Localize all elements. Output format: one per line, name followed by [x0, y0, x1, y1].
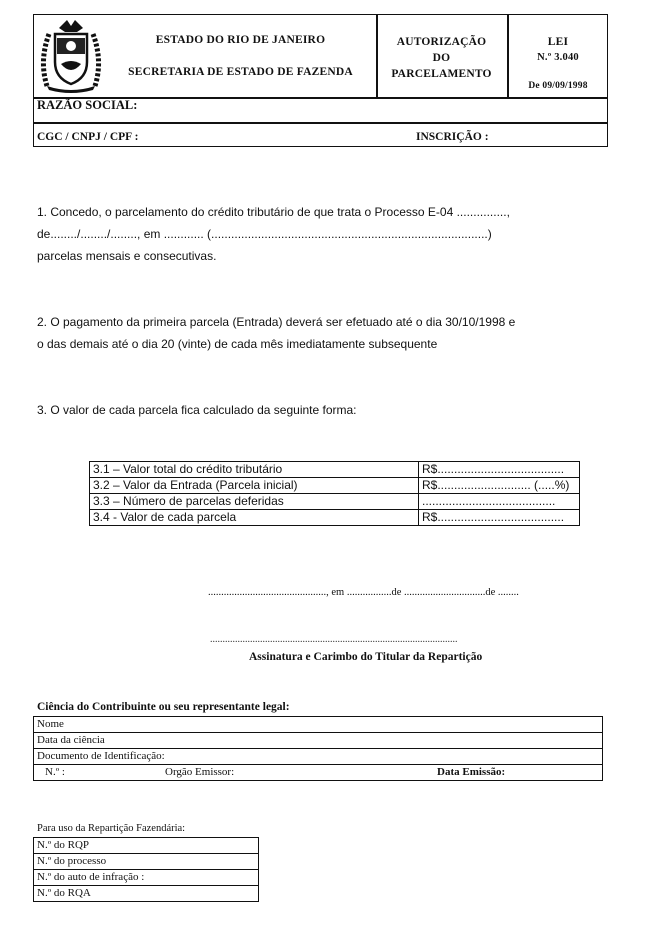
table-cell-value[interactable]: R$......................................: [419, 510, 580, 526]
cgc-label: CGC / CNPJ / CPF :: [37, 131, 139, 143]
table-cell-label: 3.3 – Número de parcelas deferidas: [90, 494, 419, 510]
table-row: [90, 478, 580, 494]
table-row: [34, 749, 603, 765]
authorization-title: [376, 34, 507, 82]
table-row: [34, 717, 603, 733]
item-2-line: o das demais até o dia 20 (vinte) de cada mês imediatamente subsequente: [37, 337, 438, 351]
contributor-title: Ciência do Contribuinte ou seu representante legal:: [37, 701, 290, 713]
item-1: [37, 201, 597, 267]
item-1-line: 1. Concedo, o parcelamento do crédito tributário de que trata o Processo E-04 ...............,: [37, 205, 510, 219]
razao-social-label: RAZÃO SOCIAL:: [37, 98, 138, 112]
inscricao-label: INSCRIÇÃO :: [416, 131, 489, 143]
authorization-line: DO: [432, 52, 451, 64]
signature-line[interactable]: ...................................................................................................: [210, 634, 458, 645]
table-row: [34, 838, 259, 854]
table-row: [34, 854, 259, 870]
document-details-field[interactable]: [34, 765, 603, 781]
issue-date-label: Data Emissão:: [437, 766, 506, 778]
law-label: LEI: [547, 36, 569, 48]
contributor-form: [33, 716, 603, 781]
table-cell-label: 3.4 - Valor de cada parcela: [90, 510, 419, 526]
item-1-line: de......../......../........, em ............ (...................................................................................): [37, 227, 492, 241]
office-use-title: Para uso da Repartição Fazendária:: [37, 823, 186, 834]
place-date-line[interactable]: ............................................., em .................de ...............................de ........: [208, 587, 519, 598]
authorization-line: AUTORIZAÇÃO: [396, 36, 487, 48]
law-number: N.º 3.040: [537, 52, 579, 63]
infraction-number-field[interactable]: N.º do auto de infração :: [34, 870, 259, 886]
table-cell-label: 3.2 – Valor da Entrada (Parcela inicial): [90, 478, 419, 494]
item-3: [37, 399, 597, 421]
table-cell-value[interactable]: R$............................ (.....%): [419, 478, 580, 494]
item-2: [37, 311, 607, 355]
id-document-label: Documento de Identificação:: [37, 750, 165, 762]
item-1-line: parcelas mensais e consecutivas.: [37, 249, 217, 263]
table-row: [90, 494, 580, 510]
process-number-field[interactable]: N.º do processo: [34, 854, 259, 870]
table-row: [34, 870, 259, 886]
name-label: Nome: [37, 718, 64, 730]
name-field[interactable]: [34, 717, 603, 733]
science-date-label: Data da ciência: [37, 734, 105, 746]
table-cell-value[interactable]: ........................................: [419, 494, 580, 510]
number-label: N.º :: [45, 766, 65, 778]
rqp-field[interactable]: N.º do RQP: [34, 838, 259, 854]
office-use-form: [33, 837, 259, 902]
value-table: [89, 461, 580, 526]
authorization-line: PARCELAMENTO: [391, 68, 492, 80]
signature-caption: Assinatura e Carimbo do Titular da Repartição: [249, 651, 483, 663]
table-cell-value[interactable]: R$......................................: [419, 462, 580, 478]
table-row: [90, 462, 580, 478]
table-row: [34, 886, 259, 902]
state-coat-of-arms-icon: [37, 16, 105, 94]
item-3-line: 3. O valor de cada parcela fica calculado da seguinte forma:: [37, 403, 357, 417]
table-row: [34, 765, 603, 781]
table-cell-label: 3.1 – Valor total do crédito tributário: [90, 462, 419, 478]
law-date: De 09/09/1998: [528, 81, 588, 91]
state-name: ESTADO DO RIO DE JANEIRO: [155, 34, 326, 46]
science-date-field[interactable]: [34, 733, 603, 749]
id-document-field[interactable]: [34, 749, 603, 765]
secretariat-name: SECRETARIA DE ESTADO DE FAZENDA: [128, 66, 353, 78]
item-2-line: 2. O pagamento da primeira parcela (Entrada) deverá ser efetuado até o dia 30/10/1998 e: [37, 315, 516, 329]
issuer-label: Orgão Emissor:: [165, 766, 235, 778]
divider: [34, 122, 607, 124]
law-reference: [508, 34, 608, 66]
table-row: [34, 733, 603, 749]
rqa-field[interactable]: N.º do RQA: [34, 886, 259, 902]
table-row: [90, 510, 580, 526]
